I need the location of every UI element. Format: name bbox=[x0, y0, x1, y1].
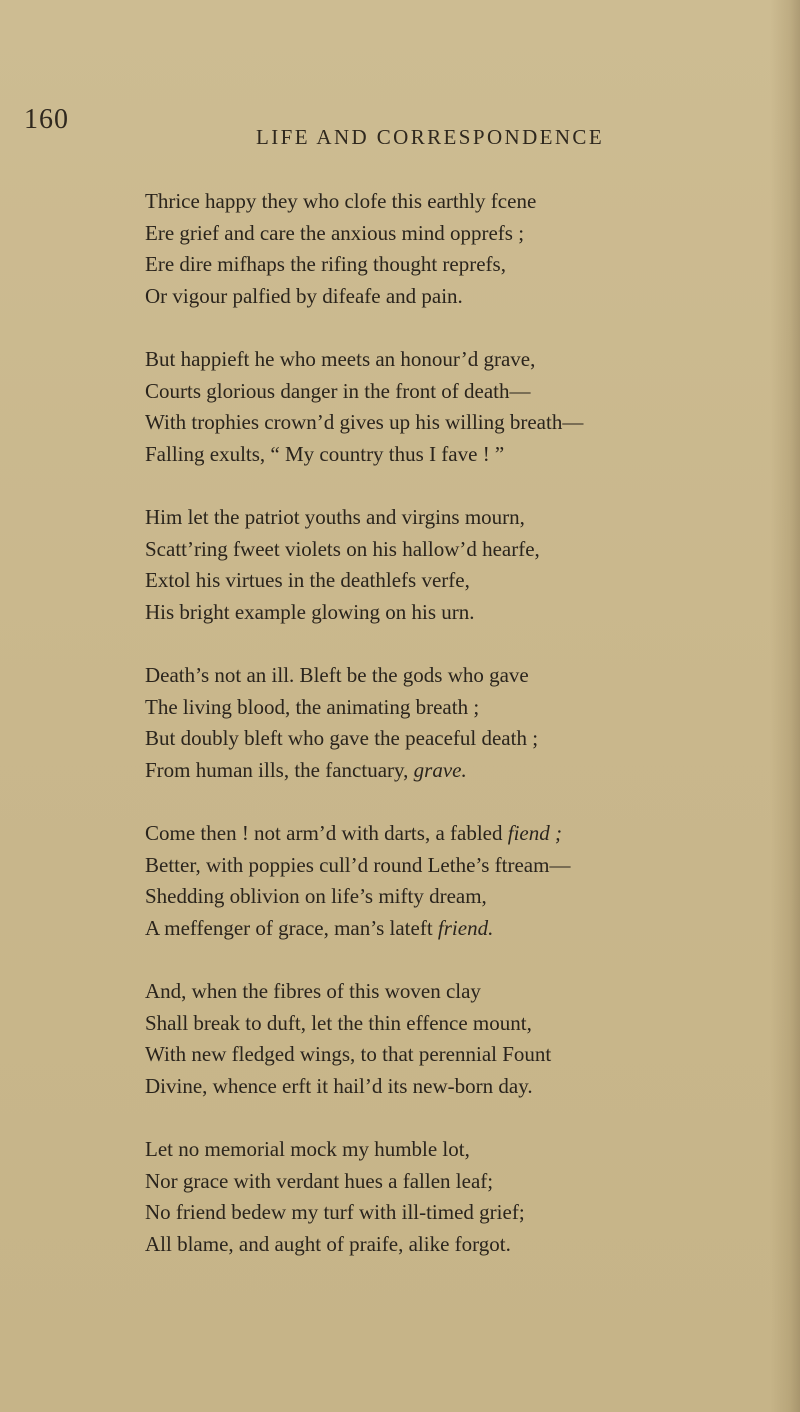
page-number: 160 bbox=[24, 104, 69, 135]
poem-line: Extol his virtues in the deathlefs verfe, bbox=[145, 568, 470, 592]
poem-line: Come then ! not arm’d with darts, a fabled fiend ; bbox=[145, 821, 562, 845]
poem-line: Courts glorious danger in the front of death— bbox=[145, 378, 531, 403]
stanza bbox=[145, 818, 785, 944]
poem-line: And, when the fibres of this woven clay bbox=[145, 979, 481, 1003]
poem-line: Him let the patriot youths and virgins mourn, bbox=[145, 505, 525, 529]
poem-line: Falling exults, “ My country thus I fave ! ” bbox=[145, 441, 505, 466]
poem-line: No friend bedew my turf with ill-timed grief; bbox=[145, 1200, 525, 1224]
poem-line: Shall break to duft, let the thin effence mount, bbox=[145, 1010, 532, 1035]
stanza bbox=[145, 976, 785, 1102]
poem-line: Let no memorial mock my humble lot, bbox=[145, 1137, 470, 1161]
poem-line: Divine, whence erft it hail’d its new-born day. bbox=[145, 1073, 533, 1098]
poem-line: The living blood, the animating breath ; bbox=[145, 694, 480, 719]
stanza bbox=[145, 344, 785, 470]
stanza bbox=[145, 502, 785, 628]
italic-word: fiend ; bbox=[507, 821, 562, 845]
stanza bbox=[145, 660, 785, 786]
poem-line: All blame, and aught of praife, alike forgot. bbox=[145, 1231, 511, 1256]
poem-line: Or vigour palfied by difeafe and pain. bbox=[145, 283, 463, 308]
poem-line: With new fledged wings, to that perennial Fount bbox=[145, 1042, 552, 1066]
poem-line: Death’s not an ill. Bleft be the gods who gave bbox=[145, 663, 529, 687]
poem bbox=[145, 186, 785, 1292]
poem-line: Thrice happy they who clofe this earthly fcene bbox=[145, 189, 537, 213]
poem-line: From human ills, the fanctuary, grave. bbox=[145, 757, 467, 782]
poem-line: Ere dire mifhaps the rifing thought reprefs, bbox=[145, 252, 506, 276]
poem-line: Scatt’ring fweet violets on his hallow’d hearfe, bbox=[145, 536, 540, 561]
poem-line: But happieft he who meets an honour’d grave, bbox=[145, 347, 536, 371]
stanza bbox=[145, 186, 785, 312]
italic-word: friend. bbox=[437, 915, 494, 940]
italic-word: grave. bbox=[413, 757, 467, 782]
poem-line: But doubly bleft who gave the peaceful death ; bbox=[145, 726, 539, 750]
poem-line: Shedding oblivion on life’s mifty dream, bbox=[145, 884, 487, 908]
poem-line: Nor grace with verdant hues a fallen leaf; bbox=[145, 1168, 494, 1193]
poem-line: Ere grief and care the anxious mind opprefs ; bbox=[145, 220, 525, 245]
stanza bbox=[145, 1134, 785, 1260]
poem-line: With trophies crown’d gives up his willing breath— bbox=[145, 410, 584, 434]
poem-line: A meffenger of grace, man’s lateft friend. bbox=[145, 915, 494, 940]
poem-line: Better, with poppies cull’d round Lethe’s ftream— bbox=[145, 852, 571, 877]
poem-line: His bright example glowing on his urn. bbox=[145, 599, 475, 624]
running-head: LIFE AND CORRESPONDENCE bbox=[256, 125, 605, 149]
